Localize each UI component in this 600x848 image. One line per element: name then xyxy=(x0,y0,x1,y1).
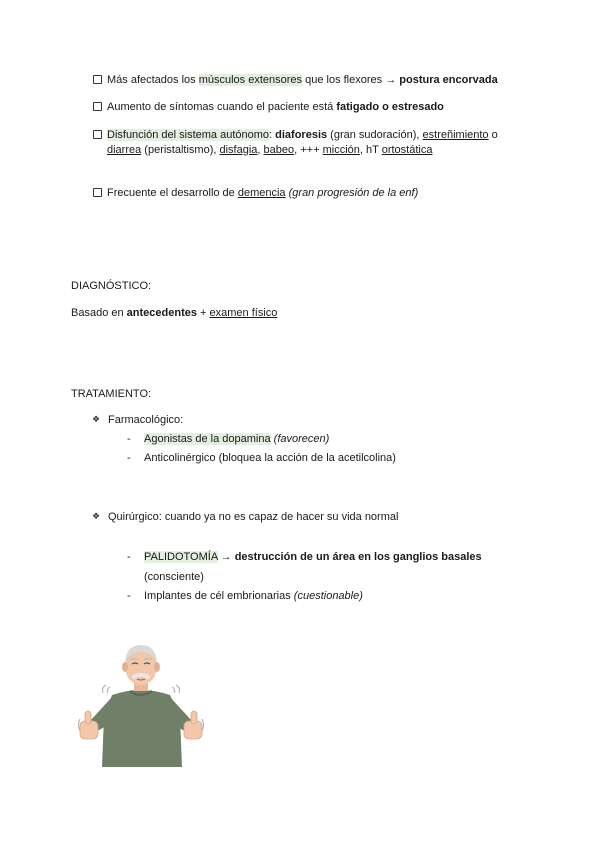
quir-item-1-line2: (consciente) xyxy=(144,571,204,583)
checkbox-4[interactable] xyxy=(93,188,102,197)
quir-item-2: Implantes de cél embrionarias (cuestionable) xyxy=(144,590,363,602)
symptom-item-1: Más afectados los músculos extensores que los flexores → postura encorvada xyxy=(107,74,498,86)
symptom-item-3-line1: Disfunción del sistema autónomo: diaforesis (gran sudoración), estreñimiento o xyxy=(107,129,498,141)
symptom-item-2: Aumento de síntomas cuando el paciente está fatigado o estresado xyxy=(107,101,444,113)
diagnostico-text: Basado en antecedentes + examen físico xyxy=(71,307,278,319)
checkbox-1[interactable] xyxy=(93,75,102,84)
quir-item-1: PALIDOTOMÍA → destrucción de un área en los ganglios basales xyxy=(144,551,482,563)
dash-marker: - xyxy=(127,433,131,445)
elderly-man-illustration xyxy=(72,635,212,770)
diamond-bullet-icon: ❖ xyxy=(92,511,101,521)
checkbox-2[interactable] xyxy=(93,102,102,111)
farma-item-1: Agonistas de la dopamina (favorecen) xyxy=(144,433,330,445)
dash-marker: - xyxy=(127,551,131,563)
quirurgico-label: Quirúrgico: cuando ya no es capaz de hacer su vida normal xyxy=(108,511,399,523)
checkbox-3[interactable] xyxy=(93,130,102,139)
dash-marker: - xyxy=(127,452,131,464)
tratamiento-heading: TRATAMIENTO: xyxy=(71,388,152,400)
right-hand xyxy=(184,711,202,739)
symptom-item-4: Frecuente el desarrollo de demencia (gran progresión de la enf) xyxy=(107,187,419,199)
farma-item-2: Anticolinérgico (bloquea la acción de la acetilcolina) xyxy=(144,452,396,464)
dash-marker: - xyxy=(127,590,131,602)
left-hand xyxy=(80,711,98,739)
symptom-item-3-line2: diarrea (peristaltismo), disfagia, babeo, +++ micción, hT ortostática xyxy=(107,144,433,156)
diagnostico-heading: DIAGNÓSTICO: xyxy=(71,280,152,292)
diamond-bullet-icon: ❖ xyxy=(92,414,101,424)
farmacologico-label: Farmacológico: xyxy=(108,414,184,426)
